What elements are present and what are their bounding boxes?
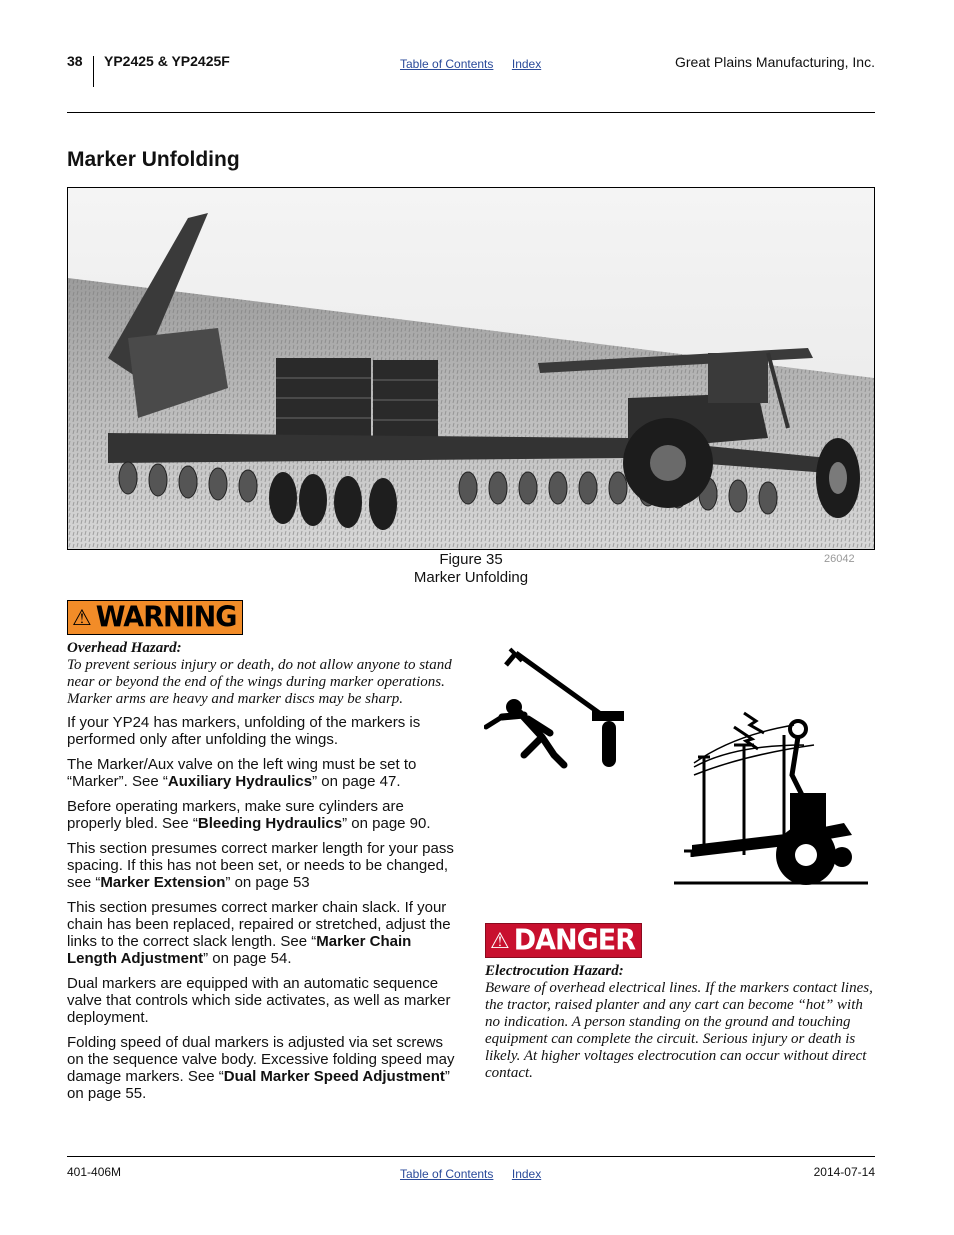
danger-signal-word: DANGER	[513, 924, 636, 957]
header-divider	[93, 56, 94, 87]
figure-title: Marker Unfolding	[413, 569, 529, 586]
xref-marker-extension: Marker Extension	[100, 874, 226, 891]
warning-body: To prevent serious injury or death, do not allow anyone to stand near or beyond the end of the wings during marker operations. Marker arms are heavy and marker discs may be sharp.	[67, 657, 452, 707]
company-name: Great Plains Manufacturing, Inc.	[675, 54, 875, 70]
header-rule	[67, 112, 875, 113]
warning-signal-word: WARNING	[95, 601, 237, 634]
warning-triangle-icon: ⚠	[72, 604, 92, 630]
xref-marker-chain-length: Marker Chain Length Adjustment	[67, 933, 412, 967]
warning-label	[67, 600, 243, 635]
xref-bleeding-hydraulics: Bleeding Hydraulics	[197, 815, 343, 832]
left-column	[67, 640, 462, 1110]
paragraph: This section presumes correct marker chain slack. If your chain has been replaced, repaired or stretched, adjust the links to the correct slack length. See “Marker Chain Length Adjustment” on page 54.	[67, 899, 451, 967]
footer-nav	[400, 1165, 555, 1183]
danger-body: Beware of overhead electrical lines. If the markers contact lines, the tractor, raised planter and any cart can become “hot” with no indication. A person standing on the ground and touching equipment can complete the circuit. Serious injury or death is likely. At higher voltages electrocution can occur without direct contact.	[485, 980, 873, 1081]
paragraph: The Marker/Aux valve on the left wing must be set to “Marker”. See “Auxiliary Hydraulics” on page 47.	[67, 756, 417, 790]
electrocution-pictogram	[674, 705, 870, 890]
paragraph: Dual markers are equipped with an automatic sequence valve that controls which side activates, as well as marker deployment.	[67, 975, 451, 1026]
index-link[interactable]: Index	[511, 57, 542, 71]
planter-photo	[67, 187, 875, 550]
instruction-paragraphs	[67, 714, 462, 1102]
xref-dual-marker-speed: Dual Marker Speed Adjustment	[223, 1068, 445, 1085]
right-column	[485, 963, 880, 1082]
toc-link[interactable]: Table of Contents	[400, 57, 494, 71]
danger-title: Electrocution Hazard:	[485, 963, 624, 979]
paragraph: Before operating markers, make sure cylinders are properly bled. See “Bleeding Hydraulics” on page 90.	[67, 798, 431, 832]
model-name: YP2425 & YP2425F	[104, 53, 230, 69]
header-nav	[400, 55, 555, 73]
footer-index-link[interactable]: Index	[511, 1167, 542, 1181]
warning-title: Overhead Hazard:	[67, 640, 182, 656]
document-number: 401-406M	[67, 1165, 122, 1179]
section-title: Marker Unfolding	[67, 148, 240, 171]
figure-caption	[340, 551, 602, 587]
paragraph: Folding speed of dual markers is adjusted via set screws on the sequence valve body. Excessive folding speed may damage markers. See “Dual Marker Speed Adjustment” on page 55.	[67, 1034, 455, 1102]
revision-date: 2014-07-14	[813, 1165, 875, 1179]
footer-rule	[67, 1156, 875, 1157]
page-number: 38	[67, 53, 83, 69]
xref-auxiliary-hydraulics: Auxiliary Hydraulics	[167, 773, 313, 790]
danger-label	[485, 923, 642, 958]
footer-toc-link[interactable]: Table of Contents	[400, 1167, 494, 1181]
falling-marker-arm-pictogram	[484, 645, 629, 770]
figure-ref-number: 26042	[824, 553, 855, 565]
figure-number: Figure 35	[439, 551, 503, 568]
paragraph: This section presumes correct marker length for your pass spacing. If this has not been set, or needs to be changed, see “Marker Extension” on page 53	[67, 840, 454, 891]
paragraph: If your YP24 has markers, unfolding of the markers is performed only after unfolding the wings.	[67, 714, 421, 748]
danger-triangle-icon: ⚠	[490, 927, 510, 953]
